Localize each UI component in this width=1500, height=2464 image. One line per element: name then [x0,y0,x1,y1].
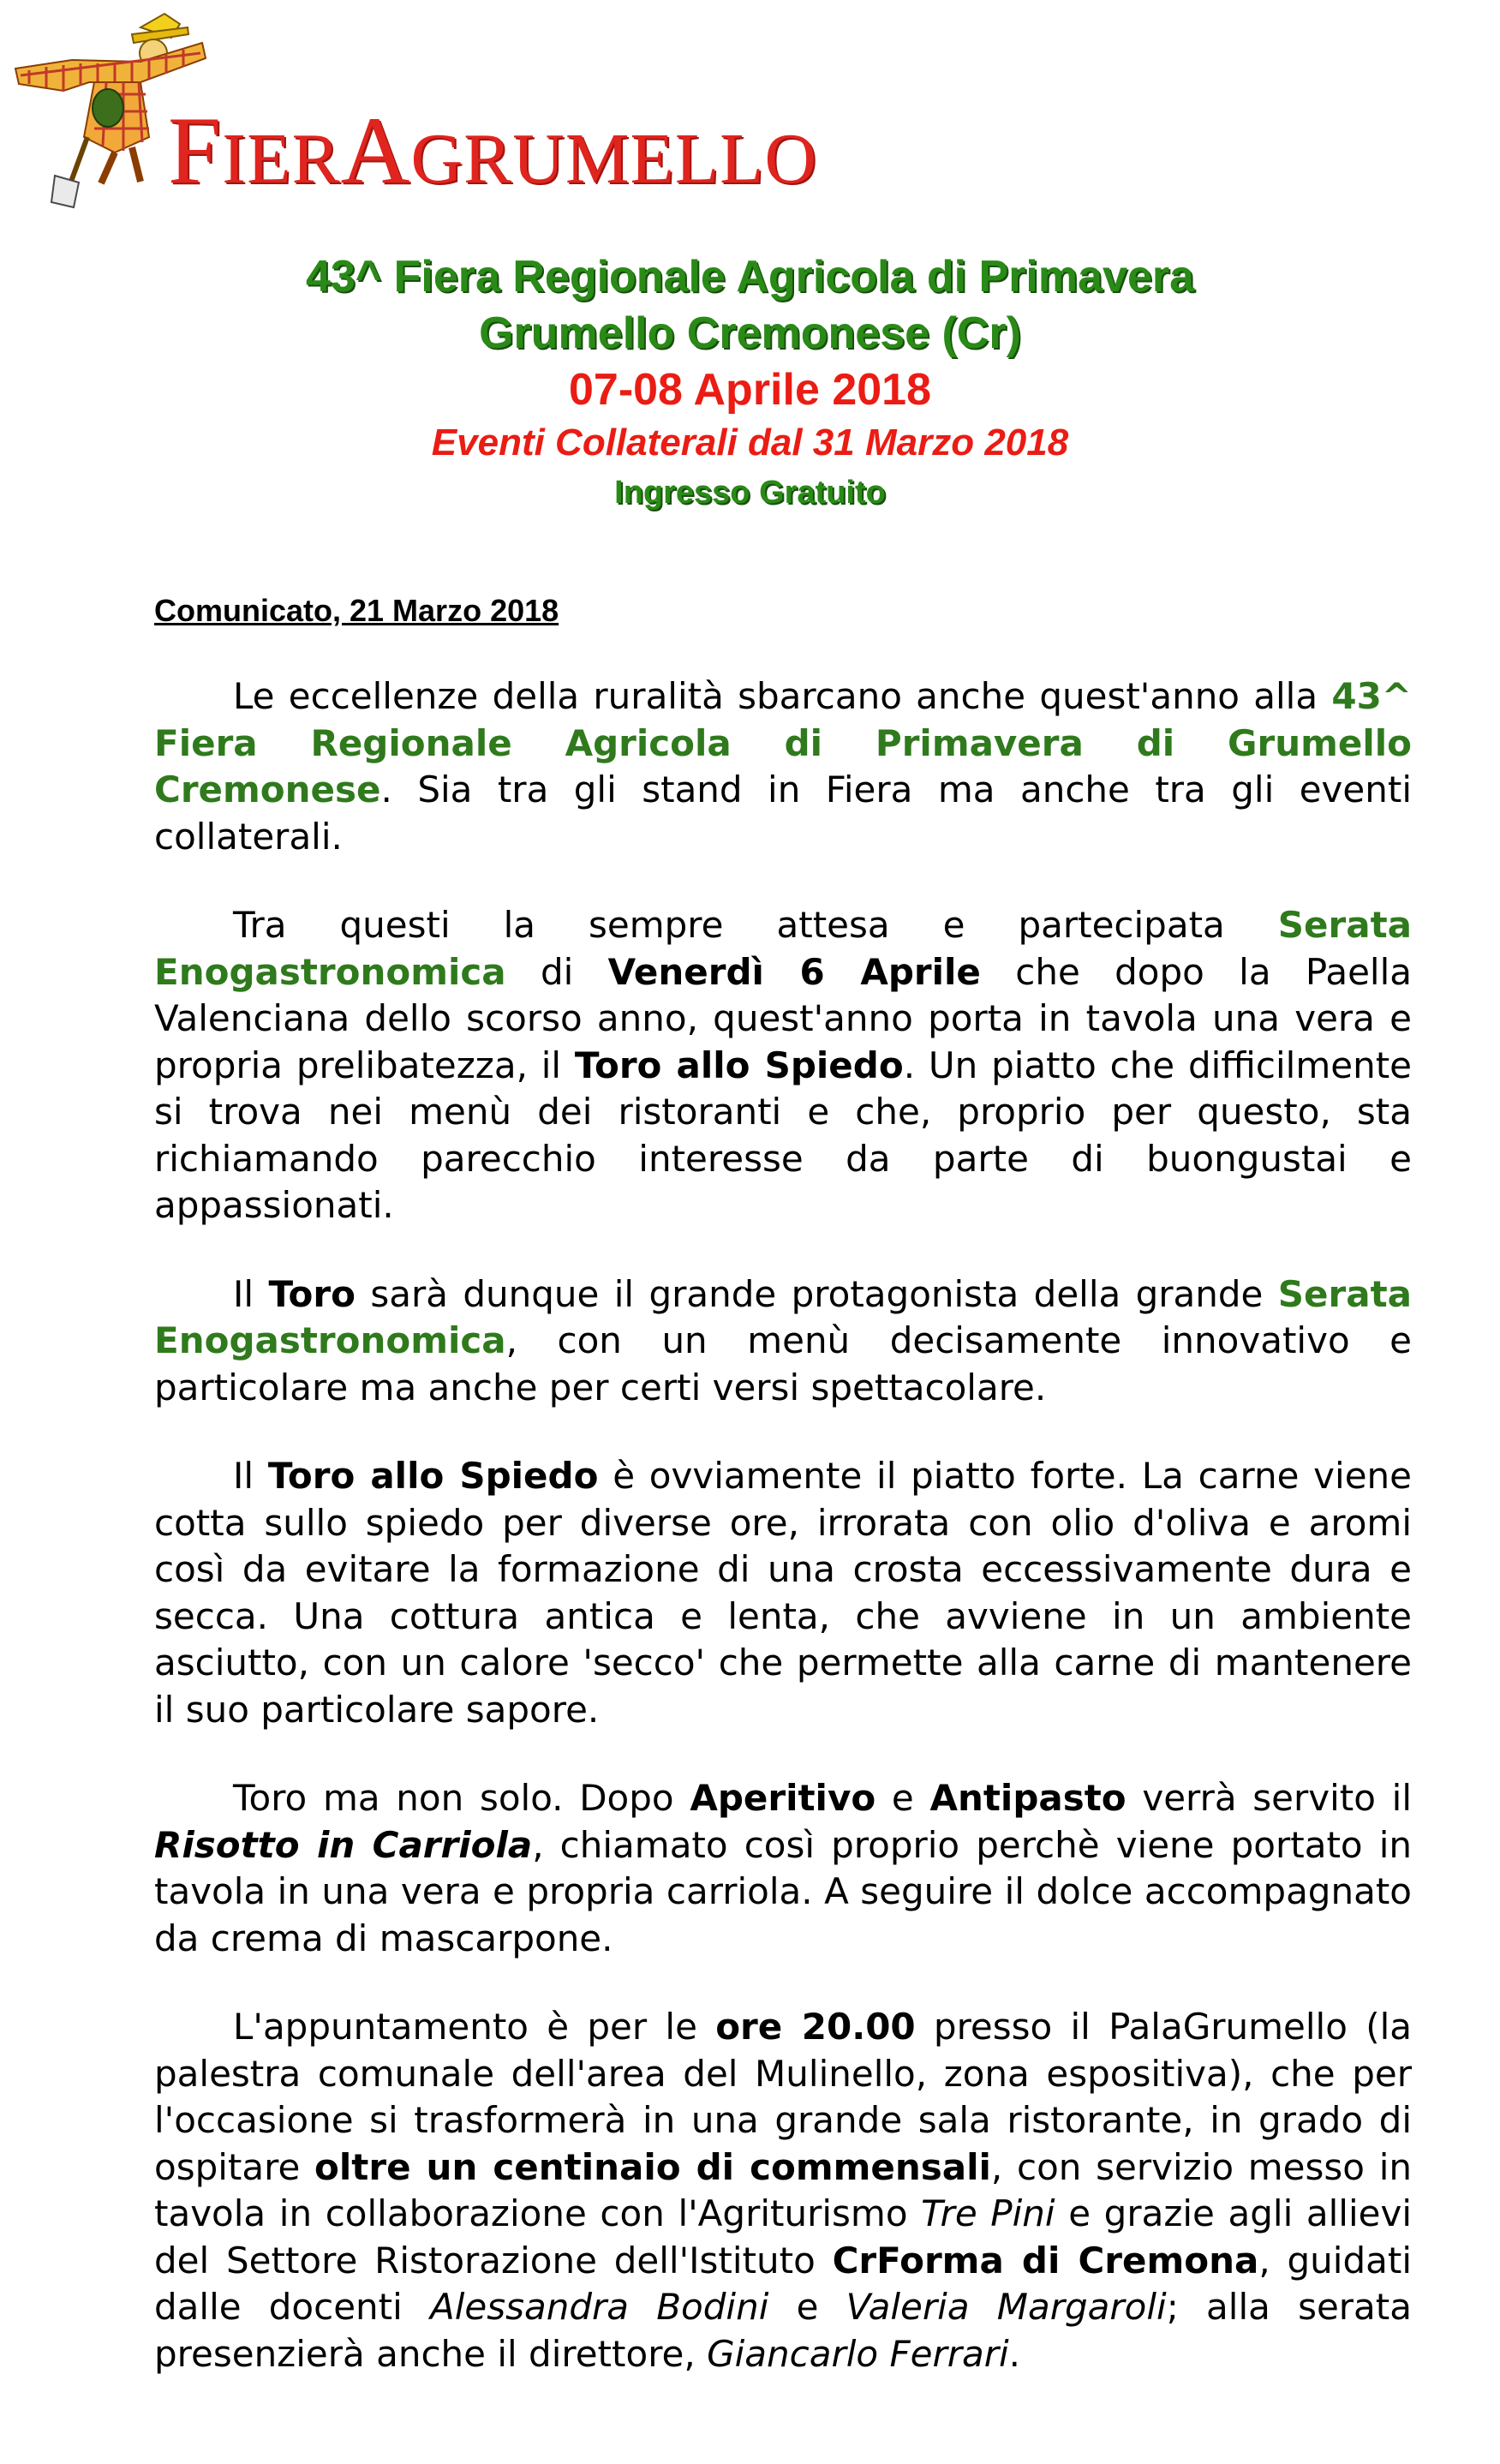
paragraph-6: L'appuntamento è per le ore 20.00 presso il PalaGrumello (la palestra comunale dell'area del Mulinello, zona espositiva), che per l'occasione si trasformerà in una grande sala ristorante, in grado di ospitare oltre un centinaio di commensali, con servizio messo in tavola in collaborazione con l'Agriturismo Tre Pini e grazie agli allievi del Settore Ristorazione dell'Istituto CrForma di Cremona, guidati dalle docenti Alessandra Bodini e Valeria Margaroli; alla serata presenzierà anche il direttore, Giancarlo Ferrari. [154,2006,1412,2375]
event-header [0,248,1500,517]
event-collateral: Eventi Collaterali dal 31 Marzo 2018 [431,422,1069,463]
communique-date: Comunicato, 21 Marzo 2018 [154,593,559,628]
event-free-entry: Ingresso Gratuito [614,475,886,511]
paragraph-5: Toro ma non solo. Dopo Aperitivo e Antipasto verrà servito il Risotto in Carriola, chiamato così proprio perchè viene portato in tavola in una vera e propria carriola. A seguire il dolce accompagnato da crema di mascarpone. [154,1777,1413,1959]
fiera-grumello-logo [12,9,818,223]
event-dates: 07-08 Aprile 2018 [568,365,931,415]
paragraph-1: Le eccellenze della ruralità sbarcano anche quest'anno alla 43^ Fiera Regionale Agricola di Primavera di Grumello Cremonese. Sia tra gli stand in Fiera ma anche tra gli eventi collaterali. [154,675,1412,858]
event-location: Grumello Cremonese (Cr) [479,308,1021,358]
logo-wordmark: FIERAGRUMELLO [168,98,818,204]
event-title: 43^ Fiera Regionale Agricola di Primavera [305,252,1195,302]
press-release-body [154,673,1412,2419]
paragraph-4: Il Toro allo Spiedo è ovviamente il piatto forte. La carne viene cotta sullo spiedo per diverse ore, irrorata con olio d'oliva e aromi così da evitare la formazione di una crosta eccessivamente dura e secca. Una cottura antica e lenta, che avviene in un ambiente asciutto, con un calore 'secco' che permette alla carne di mantenere il suo particolare sapore. [154,1455,1413,1731]
paragraph-2: Tra questi la sempre attesa e partecipata Serata Enogastronomica di Venerdì 6 Aprile che dopo la Paella Valenciana dello scorso anno, quest'anno porta in tavola una vera e propria prelibatezza, il Toro allo Spiedo. Un piatto che difficilmente si trova nei menù dei ristoranti e che, proprio per questo, sta richiamando parecchio interesse da parte di buongustai e appassionati. [154,904,1413,1226]
paragraph-3: Il Toro sarà dunque il grande protagonista della grande Serata Enogastronomica, con un menù decisamente innovativo e particolare ma anche per certi versi spettacolare. [154,1272,1413,1408]
